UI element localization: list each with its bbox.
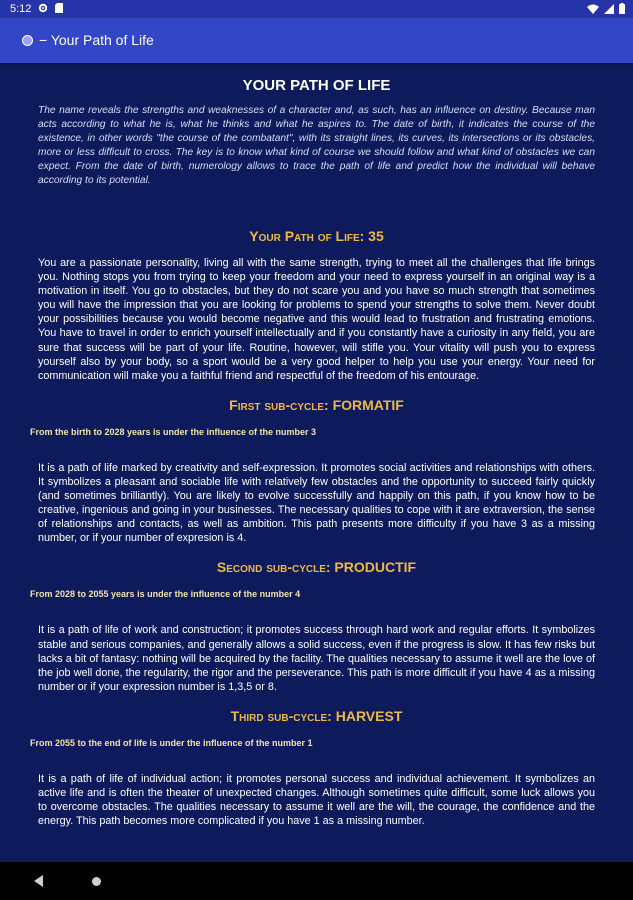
- back-icon[interactable]: [34, 875, 43, 887]
- gear-icon: [38, 3, 48, 16]
- wifi-icon: [587, 4, 599, 17]
- first-subcycle-text: It is a path of life marked by creativity and self-expression. It promotes social activities and relationships with others. It symbolizes a pleasant and sociable life with relatively few obstacles and the opportunity to succeed fairly quickly (and sometimes brilliantly). You are likely to evolve successfully and happily on this path, if you know how to be creative, ingenious and going in your businesses. The necessary qualities to cope with it are extraversion, the sense of relationships and contacts, as well as ambition. This path presents more difficulty if you have 3 as a missing number, or if your number of expresion is 4.: [38, 461, 595, 545]
- app-logo-icon[interactable]: [22, 35, 33, 46]
- content-scroll-area[interactable]: [0, 63, 633, 862]
- second-subcycle-heading: Second sub-cycle: PRODUCTIF: [216, 559, 417, 576]
- home-icon[interactable]: [92, 877, 101, 886]
- third-subcycle-influence: From 2055 to the end of life is under the influence of the number 1: [30, 737, 313, 748]
- second-subcycle-influence: From 2028 to 2055 years is under the influence of the number 4: [30, 589, 301, 600]
- app-bar: [0, 18, 633, 63]
- page-heading: YOUR PATH OF LIFE: [242, 77, 391, 94]
- navigation-bar: [0, 862, 633, 900]
- signal-icon: [604, 4, 614, 17]
- sd-card-icon: [55, 3, 63, 16]
- path-of-life-text: You are a passionate personality, living all with the same strength, trying to meet all the challenges that life brings you. Nothing stops you from trying to keep your freedom and your need to express yourself in an original way is a motivation in itself. You go to obstacles, but they do not scare you and you have so much strength that sometimes you will have the impression that you are looking for problems to spend your strengths to solve them. Never doubt your possibilities because you would become negative and this would lead to frustration and frustrating emotions. You have to travel in order to enrich yourself intellectually and if you constantly have a curiosity in any field, you are sure that success will be part of your life. Routine, however, will stifle you. Your vitality will push you to express yourself also by your body, so a sport would be a very good helper to help you use your energy. Your need for communication will make you a faithful friend and respectful of the freedom of his entourage.: [38, 257, 595, 382]
- second-subcycle-text: It is a path of life of work and construction; it promotes success through hard work and regular efforts. It symbolizes stable and serious companies, and generally allows a solid success, even if the progress is slow. It has few risks but lacks a bit of fantasy: nothing will be acquired by the facility. The qualities necessary to assume it well are the love of the job well done, the regularity, the rigor and the perseverance. This path is more difficult if you have 4 as a missing number or if your expression number is 1,3,5 or 8.: [38, 624, 595, 693]
- path-of-life-heading: Your Path of Life: 35: [249, 228, 384, 244]
- first-subcycle-influence: From the birth to 2028 years is under the influence of the number 3: [30, 426, 317, 437]
- app-bar-title: − Your Path of Life: [39, 32, 154, 48]
- status-bar: [0, 0, 633, 18]
- third-subcycle-text: It is a path of life of individual action; it promotes personal success and individual achievement. It symbolizes an active life and is often the theater of unexpected changes. Although sometimes quite difficult, some luck allows you to overcome obstacles. The qualities necessary to assume it well are the will, the courage, the confidence and the energy. This path becomes more complicated if you have 1 as a missing number.: [38, 772, 595, 828]
- status-time: 5:12: [10, 3, 32, 15]
- third-subcycle-heading: Third sub-cycle: HARVEST: [230, 707, 403, 724]
- intro-text: The name reveals the strengths and weaknesses of a character and, as such, has an influence on destiny. Because man acts according to what he is, what he thinks and what he aspires to. The date of birth, it indicates the course of the existence, in other words "the course of the combatant", with its straight lines, its curves, its intersections or its obstacles, more or less difficult to cross. The key is to know what kind of course we should follow and what kind of obstacles we can expect. From the date of birth, numerology allows to trace the path of life and predict how the individual will behave according to its potential.: [38, 105, 595, 186]
- battery-icon: [619, 3, 625, 17]
- first-subcycle-heading: First sub-cycle: FORMATIF: [229, 396, 404, 413]
